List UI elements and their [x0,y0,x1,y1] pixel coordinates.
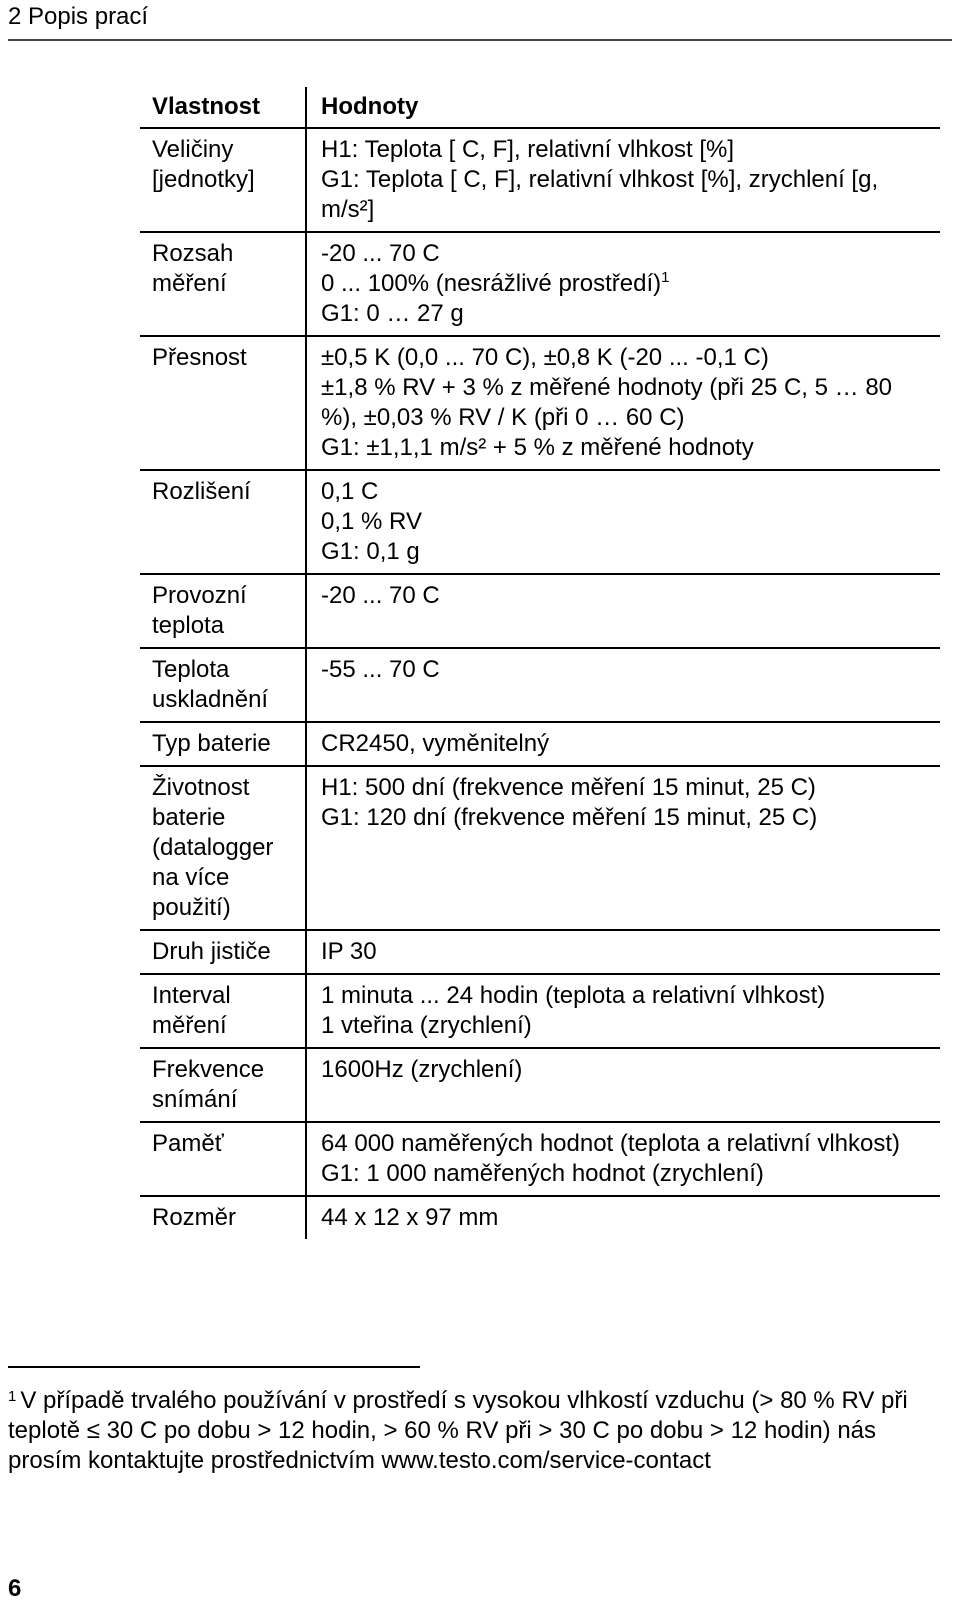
row-property: Životnost baterie (datalogger na více použití) [140,766,306,930]
value-line: 1 minuta ... 24 hodin (teplota a relativní vlhkost) [321,982,826,1009]
value-line: 0,1 C [321,478,379,505]
value-line: G1: ±1,1,1 m/s² + 5 % z měřené hodnoty [321,434,754,461]
page-number: 6 [8,1575,22,1602]
table-row [140,930,940,974]
row-values [306,930,940,974]
row-property: Rozlišení [140,470,306,574]
value-line: 64 000 naměřených hodnot (teplota a relativní vlhkost) [321,1130,901,1157]
header-divider [8,39,952,41]
value-line: -55 ... 70 C [321,656,440,683]
row-property: Typ baterie [140,722,306,766]
value-line: CR2450, vyměnitelný [321,730,550,757]
row-property: Rozsah měření [140,232,306,336]
value-line: G1: 1 000 naměřených hodnot (zrychlení) [321,1160,764,1187]
table-row [140,1196,940,1239]
value-line: 1600Hz (zrychlení) [321,1056,523,1083]
row-values [306,722,940,766]
row-values [306,336,940,470]
row-values [306,232,940,336]
value-line: G1: Teplota [ C, F], relativní vlhkost [%], zrychlení [g, m/s²] [321,166,879,223]
table-header-row [140,87,940,128]
row-values [306,974,940,1048]
row-values [306,766,940,930]
table-row [140,128,940,232]
footnote-marker: 1 [8,1388,17,1405]
footnote-text: V případě trvalého používání v prostředí s vysokou vlhkostí vzduchu (> 80 % RV při teplotě ≤ 30 C po dobu > 12 hodin, > 60 % RV při > 30 C po dobu > 12 hodin) nás prosím kontaktujte prostřednictvím www.testo.com/service-contact [8,1387,908,1474]
value-line: 1 vteřina (zrychlení) [321,1012,532,1039]
value-line: G1: 0,1 g [321,538,420,565]
row-property: Paměť [140,1122,306,1196]
footnote-reference: 1 [661,269,670,286]
row-values [306,470,940,574]
row-property: Druh jističe [140,930,306,974]
table-row [140,722,940,766]
header-values: Hodnoty [306,87,940,128]
row-property: Provozní teplota [140,574,306,648]
row-property: Veličiny [jednotky] [140,128,306,232]
value-line: IP 30 [321,938,377,965]
value-line: ±1,8 % RV + 3 % z měřené hodnoty (při 25 C, 5 … 80 %), ±0,03 % RV / K (při 0 … 60 C) [321,374,893,431]
specifications-table [140,87,940,1239]
value-line: ±0,5 K (0,0 ... 70 C), ±0,8 K (-20 ... -0,1 C) [321,344,769,371]
table-row [140,470,940,574]
value-line: G1: 120 dní (frekvence měření 15 minut, 25 C) [321,804,818,831]
value-line: 44 x 12 x 97 mm [321,1204,499,1231]
row-values [306,1196,940,1239]
table-row [140,1048,940,1122]
table-row [140,232,940,336]
row-values [306,648,940,722]
table-row [140,766,940,930]
value-line: H1: Teplota [ C, F], relativní vlhkost [%] [321,136,735,163]
row-values [306,1122,940,1196]
row-property: Frekvence snímání [140,1048,306,1122]
value-line: 0,1 % RV [321,508,422,535]
footnote-divider [8,1366,420,1368]
row-property: Přesnost [140,336,306,470]
value-line: G1: 0 … 27 g [321,300,464,327]
footnote [8,1386,948,1476]
row-property: Rozměr [152,1204,237,1231]
table-row [140,336,940,470]
table-row [140,648,940,722]
row-values [306,574,940,648]
row-property: Teplota uskladnění [140,648,306,722]
row-values [306,128,940,232]
header-property: Vlastnost [140,87,306,128]
table-row [140,974,940,1048]
table-row [140,574,940,648]
value-line: H1: 500 dní (frekvence měření 15 minut, 25 C) [321,774,816,801]
row-values [306,1048,940,1122]
value-text: 0 ... 100% (nesrážlivé prostředí) [321,270,662,297]
value-line-with-footnote [321,269,932,299]
value-line: -20 ... 70 C [321,582,440,609]
row-property: Interval měření [140,974,306,1048]
value-line: -20 ... 70 C [321,240,440,267]
section-title: 2 Popis prací [8,3,149,30]
table-row [140,1122,940,1196]
